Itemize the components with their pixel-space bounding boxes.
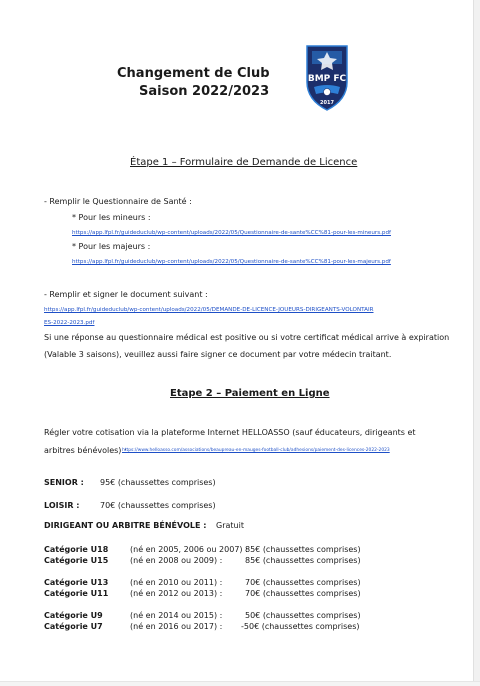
- category-price: 70€ (chaussettes comprises): [245, 578, 361, 587]
- dirigeant-price: Gratuit: [216, 521, 244, 530]
- category-price: 50€ (chaussettes comprises): [245, 611, 361, 620]
- dirigeant-label: DIRIGEANT OU ARBITRE BÉNÉVOLE :: [44, 521, 207, 530]
- category-birth-years: (né en 2014 ou 2015) :: [130, 611, 223, 620]
- category-birth-years: (né en 2008 ou 2009) :: [130, 556, 223, 565]
- license-form-link[interactable]: https://app.lfpl.fr/guideduclub/wp-content/uploads/2022/05/DEMANDE-DE-LICENCE-JOUEURS-DIRIGEANTS-VOLONTAIR: [44, 307, 374, 313]
- loisir-price: 70€ (chaussettes comprises): [100, 501, 216, 510]
- category-name: Catégorie U18: [44, 545, 109, 554]
- category-name: Catégorie U11: [44, 589, 109, 598]
- price-row-senior: [44, 478, 444, 490]
- category-price: 70€ (chaussettes comprises): [245, 589, 361, 598]
- sign-intro: - Remplir et signer le document suivant :: [44, 290, 208, 299]
- category-name: Catégorie U7: [44, 622, 103, 631]
- payment-intro-line2: arbitres bénévoles) :: [44, 446, 127, 455]
- page-edge-bottom: [0, 681, 480, 686]
- medical-note-line1: Si une réponse au questionnaire médical est positive ou si votre certificat médical arrive à expiration: [44, 333, 450, 342]
- category-row: [44, 556, 464, 568]
- category-name: Catégorie U13: [44, 578, 109, 587]
- step1-heading: Étape 1 – Formulaire de Demande de Licence: [130, 157, 358, 168]
- helloasso-link[interactable]: https://www.helloasso.com/associations/beaupreau-en-mauges-football-club/adhesions/paiement-des-licences-2022-2023: [122, 448, 390, 453]
- license-form-link-cont[interactable]: ES-2022-2023.pdf: [44, 320, 95, 326]
- category-price: -50€ (chaussettes comprises): [241, 622, 360, 631]
- season-title: Saison 2022/2023: [139, 84, 270, 99]
- category-name: Catégorie U15: [44, 556, 109, 565]
- category-price: 85€ (chaussettes comprises): [245, 556, 361, 565]
- price-row-loisir: [44, 501, 444, 513]
- category-name: Catégorie U9: [44, 611, 103, 620]
- adults-label: * Pour les majeurs :: [72, 242, 151, 251]
- minors-label: * Pour les mineurs :: [72, 213, 151, 222]
- senior-price: 95€ (chaussettes comprises): [100, 478, 216, 487]
- logo-text: BMP FC: [307, 74, 347, 84]
- page-edge-right: [473, 0, 480, 686]
- category-birth-years: (né en 2016 ou 2017) :: [130, 622, 223, 631]
- category-birth-years: (né en 2005, 2006 ou 2007) :: [130, 545, 248, 554]
- category-price: 85€ (chaussettes comprises): [245, 545, 361, 554]
- category-row: [44, 622, 464, 634]
- logo-year: 2017: [320, 100, 334, 106]
- category-birth-years: (né en 2010 ou 2011) :: [130, 578, 223, 587]
- payment-intro-line1: Régler votre cotisation via la plateforme Internet HELLOASSO (sauf éducateurs, dirigeants et: [44, 428, 416, 437]
- senior-label: SENIOR :: [44, 478, 84, 487]
- category-birth-years: (né en 2012 ou 2013) :: [130, 589, 223, 598]
- price-row-dirigeant: [44, 521, 444, 533]
- questionnaire-intro: - Remplir le Questionnaire de Santé :: [44, 197, 192, 206]
- category-row: [44, 589, 464, 601]
- minors-questionnaire-link[interactable]: https://app.lfpl.fr/guideduclub/wp-content/uploads/2022/05/Questionnaire-de-sante%CC%81-pour-les-mineurs.pdf: [72, 230, 391, 236]
- club-logo-icon: [304, 42, 350, 112]
- medical-note-line2: (Valable 3 saisons), veuillez aussi faire signer ce document par votre médecin traitant.: [44, 350, 392, 359]
- loisir-label: LOISIR :: [44, 501, 80, 510]
- document-title: Changement de Club: [117, 66, 270, 81]
- adults-questionnaire-link[interactable]: https://app.lfpl.fr/guideduclub/wp-content/uploads/2022/05/Questionnaire-de-sante%CC%81-pour-les-majeurs.pdf: [72, 259, 391, 265]
- step2-heading: Etape 2 – Paiement en Ligne: [170, 388, 330, 399]
